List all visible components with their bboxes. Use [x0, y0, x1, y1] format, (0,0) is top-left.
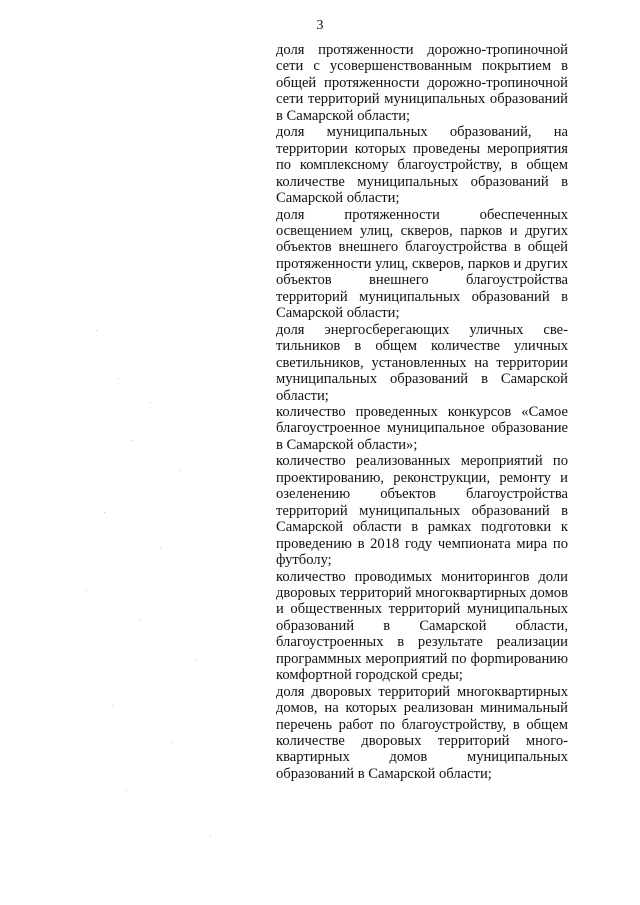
paragraph-contests-count: количество проведенных конкурсов «Самое благоустроенное муниципальное образование в Самарской области»; — [276, 403, 568, 453]
paragraph-energy-saving-lamps: доля энергосберегающих уличных светильников в общем количестве уличных светильников, установленных на территории муниципальных образований в Самарской области; — [276, 321, 568, 404]
scan-artifact — [112, 705, 113, 706]
scan-artifact — [86, 590, 87, 591]
scan-artifact — [196, 660, 197, 661]
scan-artifact — [132, 440, 133, 441]
paragraph-lighting-share: доля протяженности обеспеченных освещением улиц, скверов, парков и других объектов внешнего благоустройства в общей протяженности улиц, скверов, парков и других объектов внешнего благоустройства территорий муниципальных образований в Самарской области; — [276, 206, 568, 322]
paragraph-municipalities-share: доля муниципальных образований, на территории которых проведены мероприятия по комплексному благоустройству, в общем количестве муниципальных образований в Самарской области; — [276, 124, 568, 207]
indicator-list — [276, 42, 568, 782]
paragraph-world-cup-measures: количество реализованных мероприятий по проектированию, реконструкции, ремонту и озеленению объектов благоустройства территорий муниципальных образований в Самарской области в рамках подготовки к проведению в 2018 году чемпионата мира по футболу; — [276, 453, 568, 569]
scan-artifact — [126, 790, 127, 791]
page-number: 3 — [316, 18, 324, 33]
scan-artifact — [140, 620, 141, 621]
scan-artifact — [172, 742, 173, 743]
paragraph-road-path-share: доля протяженности дорожно-тропиночной сети с усовершенствованным покрытием в общей протяженности дорожно-тропиночной сети территорий муниципальных образований в Самарской области; — [276, 42, 568, 124]
scan-artifact — [210, 836, 211, 837]
scan-artifact — [104, 512, 105, 513]
paragraph-monitoring-count: количество проводимых мониторингов доли дворовых территорий многоквартирных домов и общественных территорий муниципальных образований в Самарской области, благоустроенных в результате реализации программных мероприятий по форmированию комфортной городской среды; — [276, 568, 568, 684]
scan-artifact — [150, 402, 151, 403]
scan-artifact — [118, 378, 119, 379]
scan-artifact — [160, 548, 161, 549]
paragraph-courtyards-share: доля дворовых территорий многоквартирных домов, на которых реализован минимальный перечень работ по благоустройству, в общем количестве дворовых территорий многоквартирных домов муниципальных образований в Самарской области; — [276, 683, 568, 782]
scan-artifact — [96, 330, 97, 331]
scan-artifact — [180, 470, 181, 471]
